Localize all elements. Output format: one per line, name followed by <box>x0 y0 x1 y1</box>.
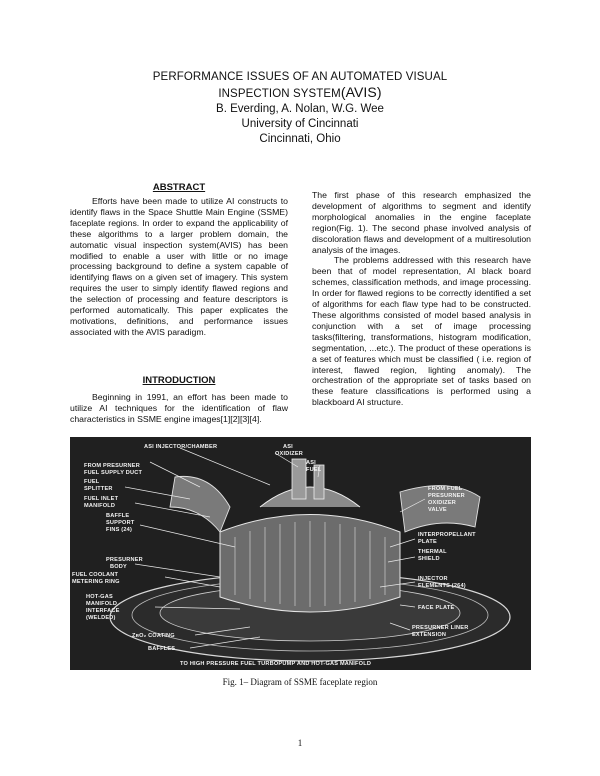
label-fuel-inlet-2: MANIFOLD <box>84 503 116 509</box>
paper-title-line2 <box>0 85 600 102</box>
label-preburner-body-1: PRESURNER <box>106 557 143 563</box>
label-fuel-coolant-1: FUEL COOLANT <box>72 572 119 578</box>
affiliation: University of Cincinnati <box>241 118 359 130</box>
label-liner-2: EXTENSION <box>412 632 447 638</box>
label-liner-1: PRESURNER LINER <box>412 625 469 631</box>
label-injector-2: ELEMENTS (264) <box>418 583 466 589</box>
right-paragraph-2: The problems addressed with this research have been that of model representation, AI black board schemes, classification methods, and image processing. In order for flawed regions to be correctly identified a set of algorithms for each flaw type had to be constructed. These algorithms consisted of model based analysis in conjunction with a set of image processing tasks(filtering, transformations, histogram modification, segmentation, ...etc.). The product of these operations is a set of features which must be classified ( i.e. region of interest, flawed region, lighting anomaly). The orchestration of the appropriate set of tasks based on these feature classifications is performed using a blackboard AI structure. <box>312 255 531 408</box>
figure-caption: Fig. 1– Diagram of SSME faceplate region <box>222 677 378 687</box>
paper-title-line1: PERFORMANCE ISSUES OF AN AUTOMATED VISUAL <box>152 71 448 83</box>
label-interpropellant-1: INTERPROPELLANT <box>418 532 476 538</box>
label-from-preburner-2: FUEL SUPPLY DUCT <box>84 470 143 476</box>
paper-title-acronym: (AVIS) <box>340 84 382 100</box>
introduction-paragraph: Beginning in 1991, an effort has been made to utilize AI techniques for the identification of flaw characteristics in SSME engine images[1][2][3][4]. <box>70 392 288 424</box>
label-from-fuel-3: OXIDIZER <box>428 500 457 506</box>
label-asi-fuel-2: FUEL <box>306 467 322 473</box>
label-fuel-splitter-1: FUEL <box>84 479 100 485</box>
label-baffle-1: BAFFLE <box>106 513 130 519</box>
ssme-diagram <box>70 437 531 670</box>
label-from-fuel-4: VALVE <box>428 507 447 513</box>
label-fuel-inlet-1: FUEL INLET <box>84 496 119 502</box>
authors: B. Everding, A. Nolan, W.G. Wee <box>216 103 384 115</box>
label-baffle-2: SUPPORT <box>106 520 135 526</box>
paper-title-prefix: INSPECTION SYSTEM <box>218 88 341 100</box>
label-hot-gas-3: INTERFACE <box>86 608 120 614</box>
label-from-preburner-1: FROM PRESURNER <box>84 463 140 469</box>
label-baffles: BAFFLES <box>148 646 176 652</box>
location: Cincinnati, Ohio <box>259 133 341 145</box>
label-from-fuel-2: PRESURNER <box>428 493 465 499</box>
label-preburner-body-2: BODY <box>110 564 127 570</box>
page-number: 1 <box>297 738 303 748</box>
ssme-diagram-figure <box>70 437 531 670</box>
introduction-body <box>70 392 288 425</box>
label-fuel-coolant-2: METERING RING <box>72 579 120 585</box>
right-paragraph-1: The first phase of this research emphasized the development of algorithms to segment and identify morphological anomalies in the engine faceplate region(Fig. 1). The second phase involved analysis of discoloration flaws and development of a multiresolution analysis of the images. <box>312 190 531 255</box>
label-thermal-1: THERMAL <box>418 549 447 555</box>
title-block <box>0 70 600 147</box>
label-hot-gas-2: MANIFOLD <box>86 601 118 607</box>
label-asi-oxidizer-2: OXIDIZER <box>275 451 304 457</box>
label-asi-fuel-1: ASI <box>306 460 316 466</box>
abstract-paragraph: Efforts have been made to utilize AI constructs to identify flaws in the Space Shuttle Main Engine (SSME) faceplate regions. In order to expand the applicability of these algorithms to a larger problem domain, the automatic visual inspection system(AVIS) has been modified to enable a user with little or no image processing background to define a system capable of identifying flaws on a given set of imagery. This system requires the user to simply identify flawed regions and the selection of processing and feature descriptors is performed automatically. This paper explicates the motivations, definitions, and performance issues associated with the AVIS paradigm. <box>70 196 288 337</box>
label-asi-injector: ASI INJECTOR/CHAMBER <box>144 444 218 450</box>
right-column <box>312 190 531 408</box>
introduction-heading: INTRODUCTION <box>142 375 216 386</box>
label-interpropellant-2: PLATE <box>418 539 437 545</box>
label-hot-gas-1: HOT-GAS <box>86 594 113 600</box>
label-baffle-3: FINS (24) <box>106 527 133 533</box>
abstract-heading: ABSTRACT <box>152 182 206 193</box>
label-fuel-splitter-2: SPLITTER <box>84 486 113 492</box>
abstract-body <box>70 196 288 338</box>
label-hot-gas-4: (WELDED) <box>86 615 116 621</box>
label-zro2-coating: ZʀO₂ COATING <box>132 633 175 639</box>
label-bottom-turbopump: TO HIGH PRESSURE FUEL TURBOPUMP AND HOT-GAS MANIFOLD <box>180 661 372 667</box>
label-from-fuel-1: FROM FUEL <box>428 486 463 492</box>
label-asi-oxidizer-1: ASI <box>283 444 293 450</box>
label-face-plate: FACE PLATE <box>418 605 455 611</box>
label-thermal-2: SHIELD <box>418 556 440 562</box>
label-injector-1: INJECTOR <box>418 576 448 582</box>
